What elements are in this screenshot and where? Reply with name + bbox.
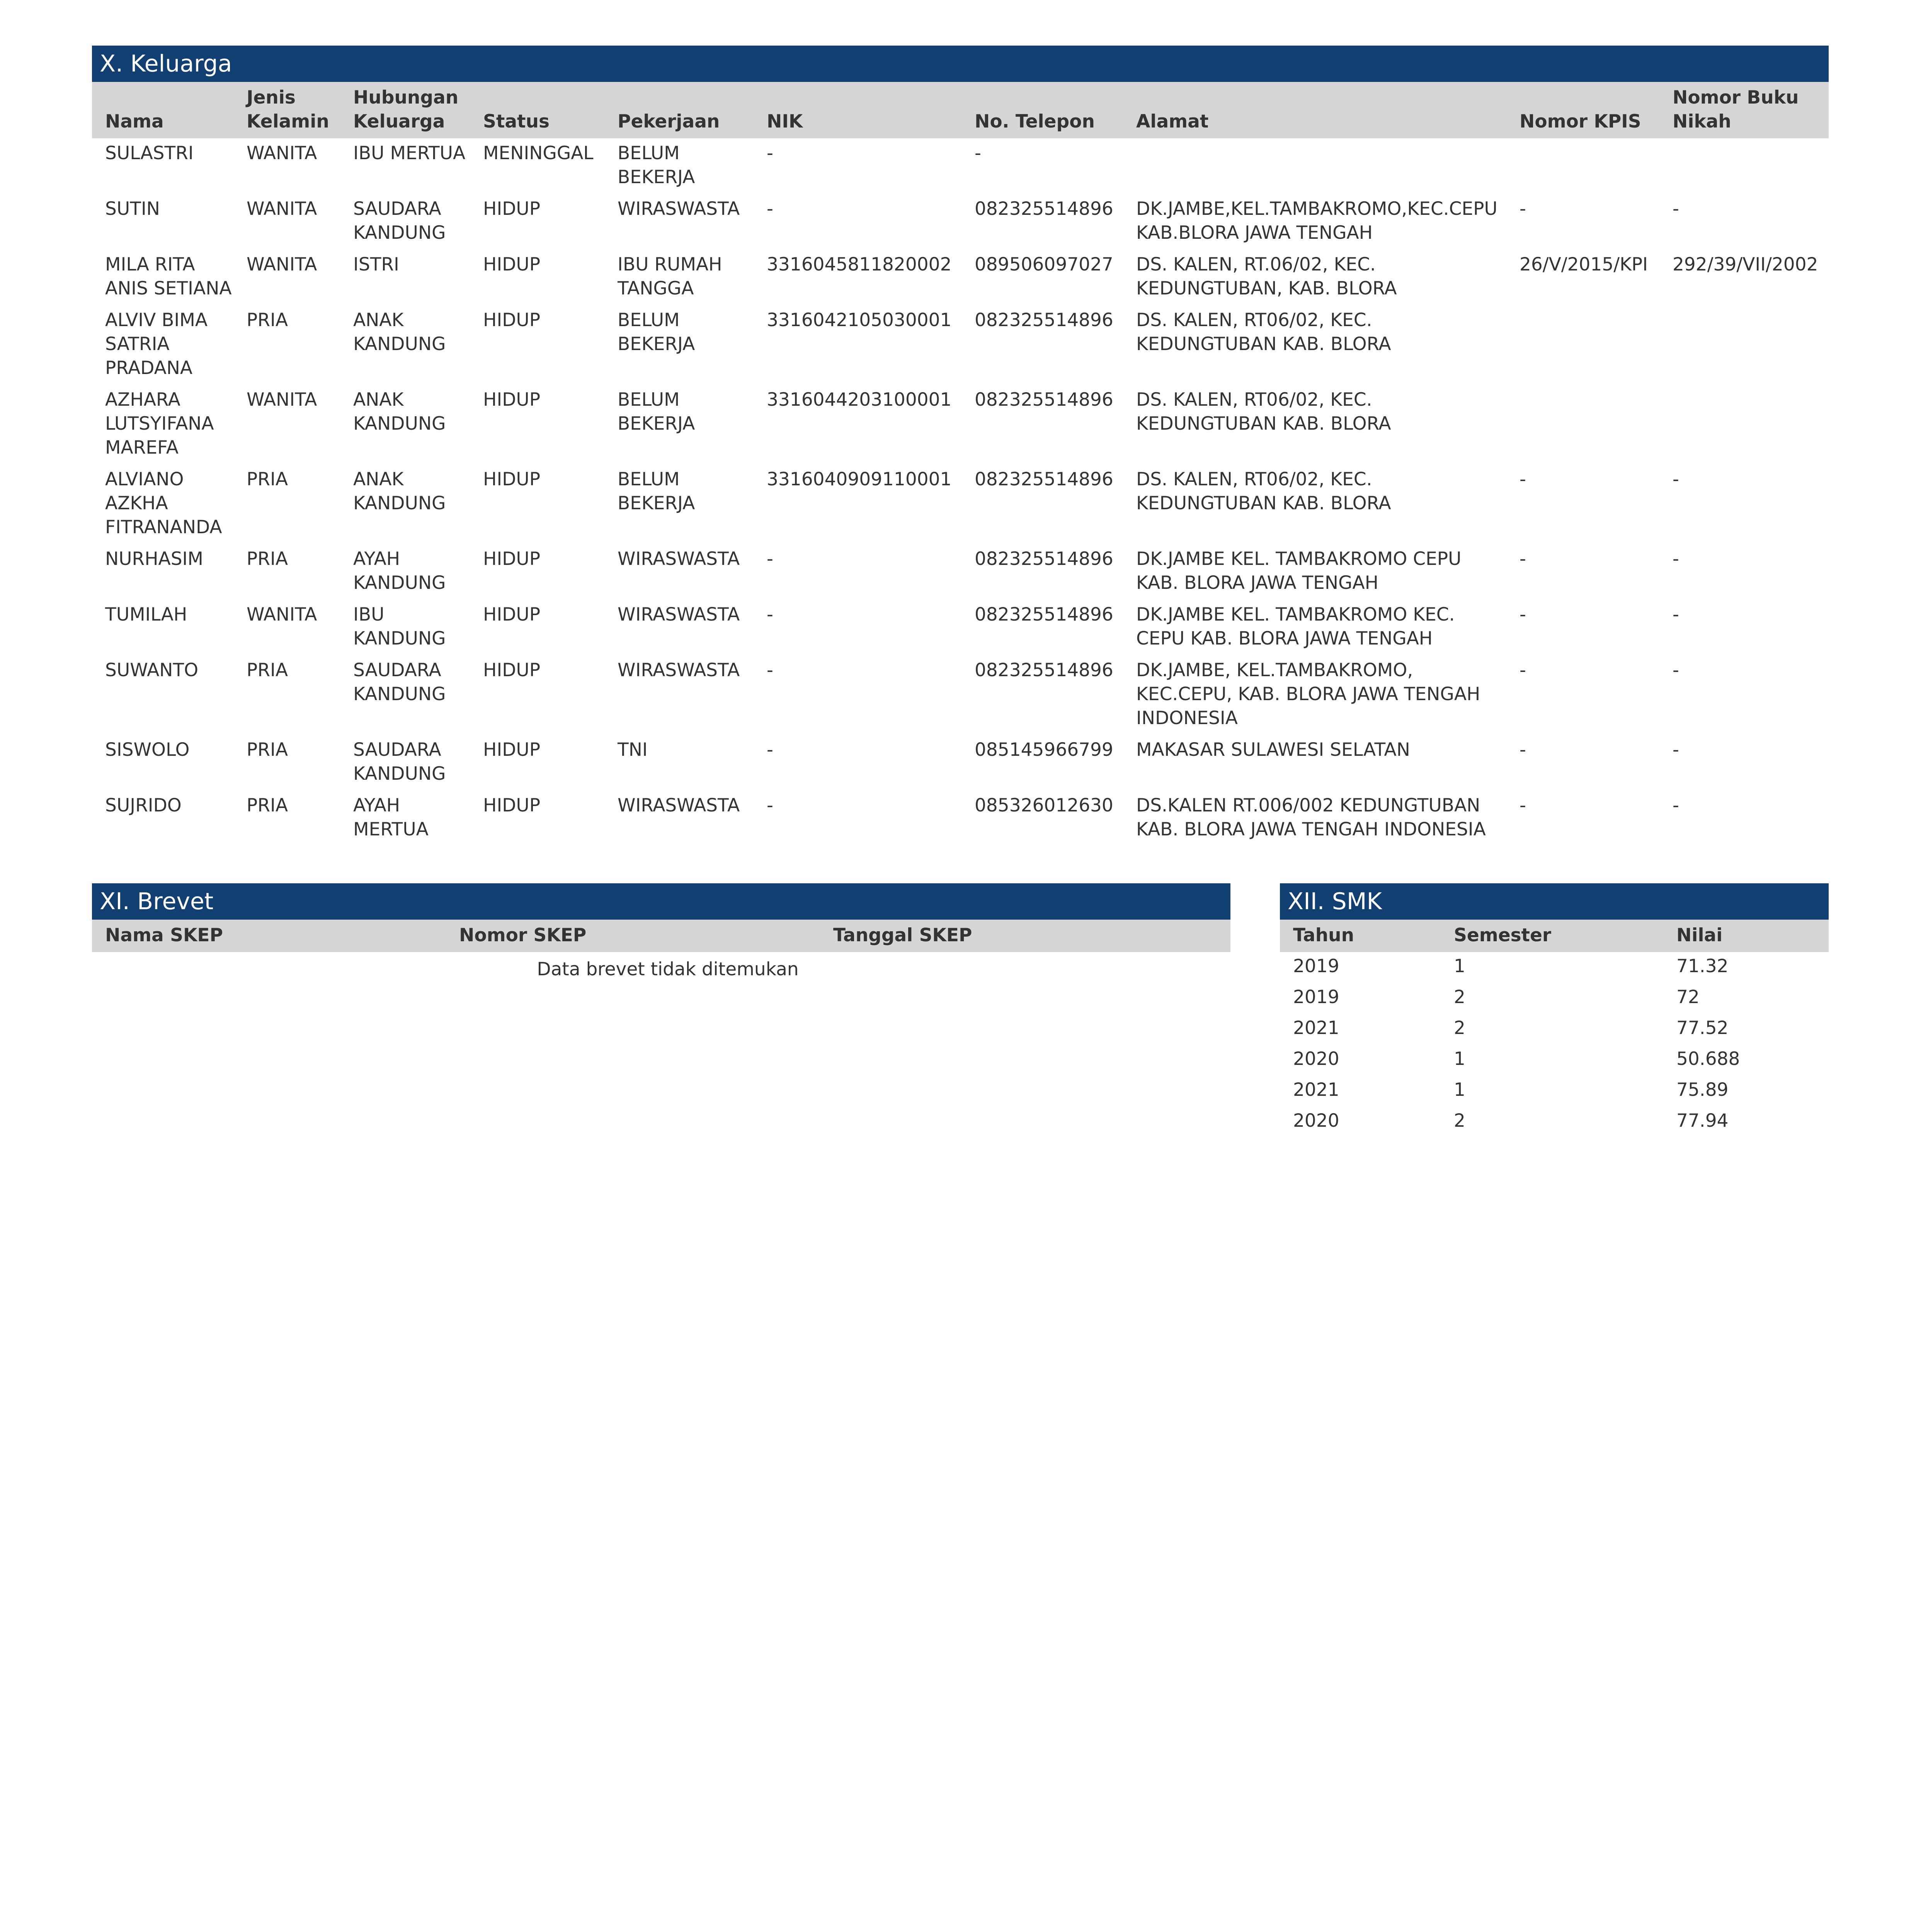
table-row [92, 464, 1829, 544]
cell-pekerjaan: WIRASWASTA [618, 604, 740, 625]
cell-semester: 1 [1454, 1048, 1465, 1070]
cell-telepon: 089506097027 [975, 254, 1113, 275]
cell-nama: ALVIV BIMA SATRIA PRADANA [105, 310, 208, 379]
col-pekerjaan: Pekerjaan [604, 82, 754, 138]
cell-buku-nikah: 292/39/VII/2002 [1673, 254, 1818, 275]
cell-kpis: - [1520, 739, 1526, 760]
keluarga-table-body [92, 138, 1829, 846]
cell-status: HIDUP [483, 548, 541, 570]
cell-nilai: 77.94 [1676, 1110, 1729, 1131]
cell-jenis-kelamin: PRIA [247, 548, 288, 570]
brevet-empty-row [92, 952, 1230, 986]
table-row [92, 385, 1829, 464]
cell-telepon: 085145966799 [975, 739, 1113, 760]
brevet-section [92, 883, 1230, 986]
col-status: Status [470, 82, 604, 138]
table-row [92, 600, 1829, 655]
table-row [1280, 1076, 1829, 1107]
cell-telepon: 082325514896 [975, 389, 1113, 410]
cell-kpis: - [1520, 660, 1526, 681]
cell-alamat: DK.JAMBE, KEL.TAMBAKROMO, KEC.CEPU, KAB. BLORA JAWA TENGAH INDONESIA [1136, 660, 1480, 729]
brevet-header-row [92, 920, 1230, 952]
cell-kpis: - [1520, 795, 1526, 816]
cell-status: HIDUP [483, 795, 541, 816]
cell-jenis-kelamin: PRIA [247, 469, 288, 490]
cell-hubungan: SAUDARA KANDUNG [353, 660, 446, 705]
cell-pekerjaan: WIRASWASTA [618, 198, 740, 219]
cell-hubungan: ANAK KANDUNG [353, 389, 446, 434]
cell-status: HIDUP [483, 198, 541, 219]
cell-telepon: 082325514896 [975, 604, 1113, 625]
cell-pekerjaan: WIRASWASTA [618, 548, 740, 570]
cell-kpis: - [1520, 469, 1526, 490]
cell-tahun: 2021 [1293, 1079, 1339, 1100]
cell-nik: 3316040909110001 [767, 469, 952, 490]
cell-buku-nikah [1659, 385, 1829, 464]
col-tanggal-skep: Tanggal SKEP [820, 920, 1230, 952]
table-row [92, 250, 1829, 305]
cell-hubungan: ISTRI [353, 254, 399, 275]
table-row [92, 544, 1829, 600]
col-alamat: Alamat [1123, 82, 1506, 138]
cell-kpis [1506, 385, 1659, 464]
cell-semester: 1 [1454, 1079, 1465, 1100]
cell-nik: - [767, 198, 773, 219]
cell-jenis-kelamin: WANITA [247, 389, 317, 410]
cell-nik: 3316044203100001 [767, 389, 952, 410]
cell-hubungan: ANAK KANDUNG [353, 310, 446, 355]
table-row [92, 735, 1829, 791]
col-nama-skep: Nama SKEP [92, 920, 446, 952]
cell-buku-nikah: - [1673, 739, 1679, 760]
col-nilai: Nilai [1663, 920, 1829, 952]
smk-header-row [1280, 920, 1829, 952]
cell-status: HIDUP [483, 389, 541, 410]
cell-nik: 3316045811820002 [767, 254, 952, 275]
col-jenis-kelamin: Jenis Kelamin [233, 82, 340, 138]
cell-hubungan: IBU MERTUA [353, 143, 466, 164]
cell-nama: SISWOLO [105, 739, 190, 760]
cell-nama: SUWANTO [105, 660, 199, 681]
cell-tahun: 2019 [1293, 986, 1339, 1008]
cell-tahun: 2020 [1293, 1048, 1339, 1070]
table-row [92, 305, 1829, 385]
cell-alamat: DK.JAMBE KEL. TAMBAKROMO KEC. CEPU KAB. BLORA JAWA TENGAH [1136, 604, 1455, 649]
brevet-empty-message: Data brevet tidak ditemukan [537, 959, 799, 980]
cell-kpis: - [1520, 198, 1526, 219]
cell-alamat: DS. KALEN, RT06/02, KEC. KEDUNGTUBAN KAB. BLORA [1136, 389, 1391, 434]
cell-pekerjaan: BELUM BEKERJA [618, 143, 695, 188]
cell-telepon: 085326012630 [975, 795, 1113, 816]
brevet-title: XI. Brevet [92, 883, 1230, 920]
smk-table-body [1280, 952, 1829, 1138]
cell-nik: - [767, 143, 773, 164]
cell-jenis-kelamin: PRIA [247, 660, 288, 681]
cell-kpis [1506, 138, 1659, 194]
cell-nilai: 50.688 [1676, 1048, 1740, 1070]
table-row [92, 194, 1829, 250]
cell-status: MENINGGAL [483, 143, 594, 164]
cell-kpis [1506, 305, 1659, 385]
cell-nik: - [767, 795, 773, 816]
cell-kpis: - [1520, 548, 1526, 570]
cell-nama: AZHARA LUTSYIFANA MAREFA [105, 389, 214, 458]
smk-table [1280, 920, 1829, 1138]
cell-pekerjaan: WIRASWASTA [618, 660, 740, 681]
keluarga-title: X. Keluarga [92, 46, 1829, 82]
cell-alamat: DK.JAMBE,KEL.TAMBAKROMO,KEC.CEPU KAB.BLORA JAWA TENGAH [1136, 198, 1497, 243]
col-nomor-kpis: Nomor KPIS [1506, 82, 1659, 138]
col-nomor-skep: Nomor SKEP [446, 920, 820, 952]
table-row [1280, 1107, 1829, 1138]
cell-telepon: 082325514896 [975, 310, 1113, 331]
cell-nama: NURHASIM [105, 548, 203, 570]
cell-buku-nikah: - [1673, 604, 1679, 625]
cell-jenis-kelamin: WANITA [247, 604, 317, 625]
cell-pekerjaan: BELUM BEKERJA [618, 469, 695, 514]
cell-alamat: DS. KALEN, RT06/02, KEC. KEDUNGTUBAN KAB. BLORA [1136, 469, 1391, 514]
cell-jenis-kelamin: PRIA [247, 795, 288, 816]
cell-nama: SULASTRI [105, 143, 194, 164]
col-nomor-buku-nikah: Nomor Buku Nikah [1659, 82, 1829, 138]
col-no-telepon: No. Telepon [961, 82, 1123, 138]
keluarga-header-row [92, 82, 1829, 138]
cell-jenis-kelamin: WANITA [247, 254, 317, 275]
keluarga-table [92, 82, 1829, 846]
col-nik: NIK [754, 82, 961, 138]
cell-hubungan: AYAH KANDUNG [353, 548, 446, 594]
smk-section [1280, 883, 1829, 1138]
cell-semester: 1 [1454, 956, 1465, 977]
cell-nilai: 77.52 [1676, 1017, 1729, 1039]
cell-nama: TUMILAH [105, 604, 187, 625]
cell-kpis: - [1520, 604, 1526, 625]
cell-status: HIDUP [483, 604, 541, 625]
brevet-table [92, 920, 1230, 986]
cell-status: HIDUP [483, 310, 541, 331]
cell-alamat: MAKASAR SULAWESI SELATAN [1136, 739, 1410, 760]
cell-pekerjaan: BELUM BEKERJA [618, 310, 695, 355]
cell-nik: - [767, 660, 773, 681]
cell-status: HIDUP [483, 660, 541, 681]
cell-tahun: 2019 [1293, 956, 1339, 977]
cell-buku-nikah [1659, 305, 1829, 385]
cell-hubungan: SAUDARA KANDUNG [353, 198, 446, 243]
cell-hubungan: ANAK KANDUNG [353, 469, 446, 514]
col-semester: Semester [1441, 920, 1663, 952]
cell-buku-nikah: - [1673, 469, 1679, 490]
cell-kpis: 26/V/2015/KPI [1520, 254, 1648, 275]
cell-buku-nikah: - [1673, 795, 1679, 816]
table-row [92, 655, 1829, 735]
cell-buku-nikah: - [1673, 548, 1679, 570]
cell-buku-nikah: - [1673, 660, 1679, 681]
cell-alamat: DS. KALEN, RT06/02, KEC. KEDUNGTUBAN KAB. BLORA [1136, 310, 1391, 355]
cell-pekerjaan: TNI [618, 739, 648, 760]
cell-buku-nikah: - [1673, 198, 1679, 219]
cell-semester: 2 [1454, 1110, 1465, 1131]
smk-title: XII. SMK [1280, 883, 1829, 920]
cell-pekerjaan: BELUM BEKERJA [618, 389, 695, 434]
cell-nama: ALVIANO AZKHA FITRANANDA [105, 469, 222, 538]
cell-status: HIDUP [483, 739, 541, 760]
cell-telepon: - [975, 143, 981, 164]
cell-alamat: DS.KALEN RT.006/002 KEDUNGTUBAN KAB. BLORA JAWA TENGAH INDONESIA [1136, 795, 1486, 840]
table-row [1280, 952, 1829, 983]
cell-jenis-kelamin: WANITA [247, 198, 317, 219]
cell-telepon: 082325514896 [975, 198, 1113, 219]
cell-nik: 3316042105030001 [767, 310, 952, 331]
cell-tahun: 2020 [1293, 1110, 1339, 1131]
col-hubungan-keluarga: Hubungan Keluarga [340, 82, 470, 138]
cell-hubungan: IBU KANDUNG [353, 604, 446, 649]
cell-telepon: 082325514896 [975, 469, 1113, 490]
cell-hubungan: SAUDARA KANDUNG [353, 739, 446, 784]
cell-nik: - [767, 604, 773, 625]
cell-jenis-kelamin: WANITA [247, 143, 317, 164]
cell-semester: 2 [1454, 986, 1465, 1008]
cell-hubungan: AYAH MERTUA [353, 795, 429, 840]
cell-nilai: 72 [1676, 986, 1700, 1008]
cell-semester: 2 [1454, 1017, 1465, 1039]
table-row [92, 791, 1829, 846]
cell-nilai: 71.32 [1676, 956, 1729, 977]
table-row [1280, 983, 1829, 1014]
table-row [1280, 1014, 1829, 1045]
cell-nama: SUJRIDO [105, 795, 182, 816]
table-row [92, 138, 1829, 194]
cell-tahun: 2021 [1293, 1017, 1339, 1039]
cell-jenis-kelamin: PRIA [247, 739, 288, 760]
cell-status: HIDUP [483, 254, 541, 275]
cell-telepon: 082325514896 [975, 548, 1113, 570]
col-nama: Nama [92, 82, 233, 138]
cell-pekerjaan: IBU RUMAH TANGGA [618, 254, 722, 299]
cell-nama: MILA RITA ANIS SETIANA [105, 254, 232, 299]
cell-nama: SUTIN [105, 198, 160, 219]
cell-status: HIDUP [483, 469, 541, 490]
cell-alamat: DK.JAMBE KEL. TAMBAKROMO CEPU KAB. BLORA JAWA TENGAH [1136, 548, 1462, 594]
cell-buku-nikah [1659, 138, 1829, 194]
cell-nik: - [767, 548, 773, 570]
cell-nilai: 75.89 [1676, 1079, 1729, 1100]
table-row [1280, 1045, 1829, 1076]
cell-jenis-kelamin: PRIA [247, 310, 288, 331]
cell-telepon: 082325514896 [975, 660, 1113, 681]
cell-alamat [1123, 138, 1506, 194]
col-tahun: Tahun [1280, 920, 1441, 952]
cell-pekerjaan: WIRASWASTA [618, 795, 740, 816]
cell-nik: - [767, 739, 773, 760]
keluarga-section [92, 46, 1829, 846]
cell-alamat: DS. KALEN, RT.06/02, KEC. KEDUNGTUBAN, KAB. BLORA [1136, 254, 1397, 299]
